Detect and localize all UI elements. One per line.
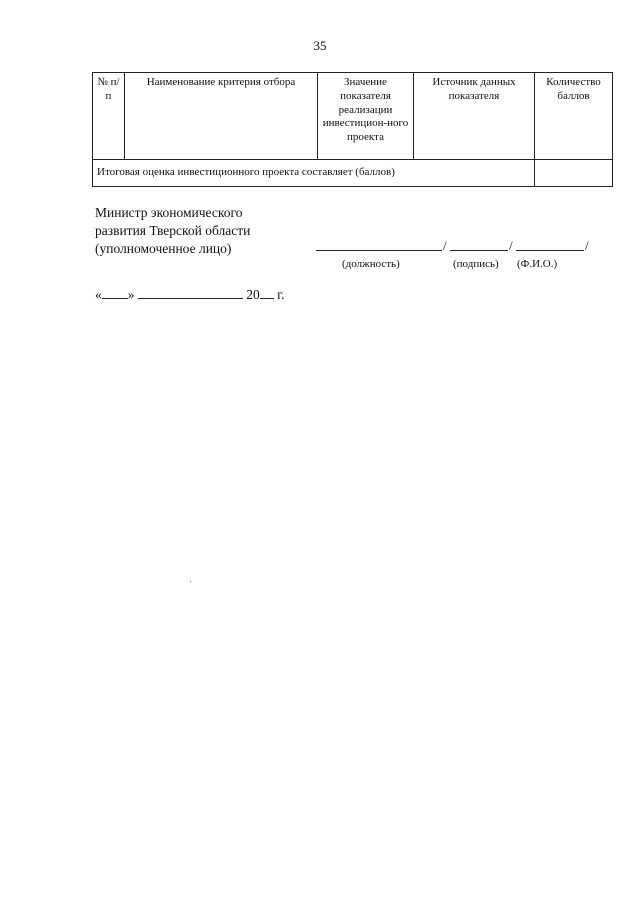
month-blank (138, 286, 243, 299)
header-criterion-name: Наименование критерия отбора (125, 73, 318, 160)
signer-block (95, 204, 250, 259)
scan-dot (190, 581, 191, 582)
total-points-cell (535, 160, 613, 187)
caption-full-name: (Ф.И.О.) (517, 258, 558, 270)
caption-position: (должность) (342, 258, 400, 270)
slash-1: / (443, 238, 447, 253)
day-blank (102, 286, 128, 299)
year-prefix: 20 (246, 287, 260, 302)
caption-signature: (подпись) (453, 258, 499, 270)
name-line (516, 238, 584, 251)
page-number: 35 (313, 38, 327, 53)
signature-line (450, 238, 508, 251)
table-total-row (93, 160, 613, 187)
total-label: Итоговая оценка инвестиционного проекта составляет (баллов) (93, 160, 535, 187)
year-suffix: г. (277, 287, 285, 302)
header-points: Количество баллов (535, 73, 613, 160)
slash-2: / (509, 238, 513, 253)
signer-line-3: (уполномоченное лицо) (95, 241, 232, 257)
table-header-row (93, 73, 613, 160)
signer-line-2: развития Тверской области (95, 223, 251, 239)
date-open-quote: « (95, 287, 102, 302)
signer-line-1: Министр экономического (95, 205, 243, 220)
criteria-table (92, 72, 613, 187)
slash-3: / (585, 238, 589, 253)
header-data-source: Источник данных показателя (414, 73, 535, 160)
header-number: № п/п (93, 73, 125, 160)
position-line (316, 238, 442, 251)
year-blank (260, 286, 274, 299)
header-indicator-value: Значение показателя реализации инвестицион-ного проекта (318, 73, 414, 160)
date-line (95, 286, 285, 303)
date-close-quote: » (127, 287, 135, 302)
